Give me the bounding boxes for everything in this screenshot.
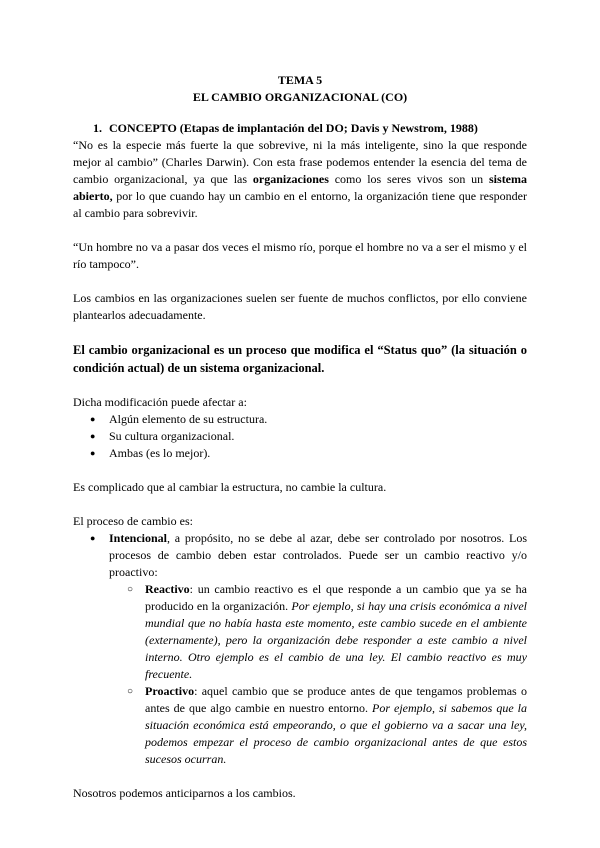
- section-title: CONCEPTO (Etapas de implantación del DO; Davis y Newstrom, 1988): [109, 121, 478, 135]
- reactive-example: Por ejemplo, si hay una crisis económica a nivel mundial que no había hasta este momento, este cambio sucede en el ambiente (externamente), pero la organización debe responder a este cambio a nivel interno. Otro ejemplo es el cambio de una ley. El cambio reactivo es muy frecuente.: [145, 599, 527, 681]
- proactive-text: : aquel cambio que se produce antes de que tengamos problemas o antes de que algo cambie en nuestro entorno.: [145, 684, 527, 715]
- intentional-text: , a propósito, no se debe al azar, debe ser controlado por nosotros. Los procesos de cambio deben estar controlados. Puede ser un cambio reactivo y/o proactivo:: [109, 531, 527, 579]
- intro-bold-open-system: sistema abierto,: [73, 172, 528, 203]
- document-body: [73, 72, 527, 802]
- section-number: 1.: [93, 121, 102, 135]
- reactive-text: : un cambio reactivo es el que responde a un cambio que ya se ha producido en la organización.: [145, 582, 527, 613]
- intro-paragraph: [73, 137, 527, 222]
- quote-paragraph: “Un hombre no va a pasar dos veces el mismo río, porque el hombre no va a ser el mismo y el río tampoco”.: [73, 240, 527, 271]
- closing-paragraph: Nosotros podemos anticiparnos a los cambios.: [73, 786, 296, 800]
- proactive-example: Por ejemplo, si sabemos que la situación económica está empeorando, o que el gobierno va a sacar una ley, podemos empezar el proceso de cambio organizacional antes de que estos sucesos ocurran.: [145, 701, 527, 766]
- intro-text-a: “No es la especie más fuerte la que sobrevive, ni la más inteligente, sino la que responde mejor al cambio” (Charles Darwin). Con esta frase podemos entender la esencia del tema de cambio organizacional, ya que las: [73, 138, 527, 186]
- section-heading: [73, 120, 527, 137]
- definition-paragraph: El cambio organizacional es un proceso que modifica el “Status quo” (la situación o condición actual) de un sistema organizacional.: [73, 343, 527, 375]
- topic-number: TEMA 5: [277, 73, 323, 87]
- intentional-label: Intencional: [109, 531, 168, 545]
- list-item: ● Ambas (es lo mejor).: [73, 445, 527, 462]
- sub-item-reactive: [73, 581, 527, 683]
- intro-text-e: por lo que cuando hay un cambio en el entorno, la organización tiene que responder al cambio para sobrevivir.: [73, 189, 527, 220]
- list-item-intentional: [73, 530, 527, 581]
- conflicts-paragraph: Los cambios en las organizaciones suelen ser fuente de muchos conflictos, por ello conviene plantearlos adecuadamente.: [73, 291, 527, 322]
- intro-text-c: como los seres vivos son un: [328, 172, 490, 186]
- process-list: [73, 530, 527, 768]
- sub-item-proactive: [73, 683, 527, 768]
- affects-list: [73, 411, 527, 462]
- affects-intro: Dicha modificación puede afectar a:: [73, 395, 247, 409]
- reactive-label: Reactivo: [145, 582, 190, 596]
- intro-bold-organizations: organizaciones: [252, 172, 329, 186]
- process-intro: El proceso de cambio es:: [73, 514, 193, 528]
- page-title: EL CAMBIO ORGANIZACIONAL (CO): [192, 90, 408, 104]
- proactive-label: Proactivo: [145, 684, 195, 698]
- list-item: ● Algún elemento de su estructura.: [73, 411, 527, 428]
- list-item: ● Su cultura organizacional.: [73, 428, 527, 445]
- structure-culture-paragraph: Es complicado que al cambiar la estructura, no cambie la cultura.: [73, 480, 387, 494]
